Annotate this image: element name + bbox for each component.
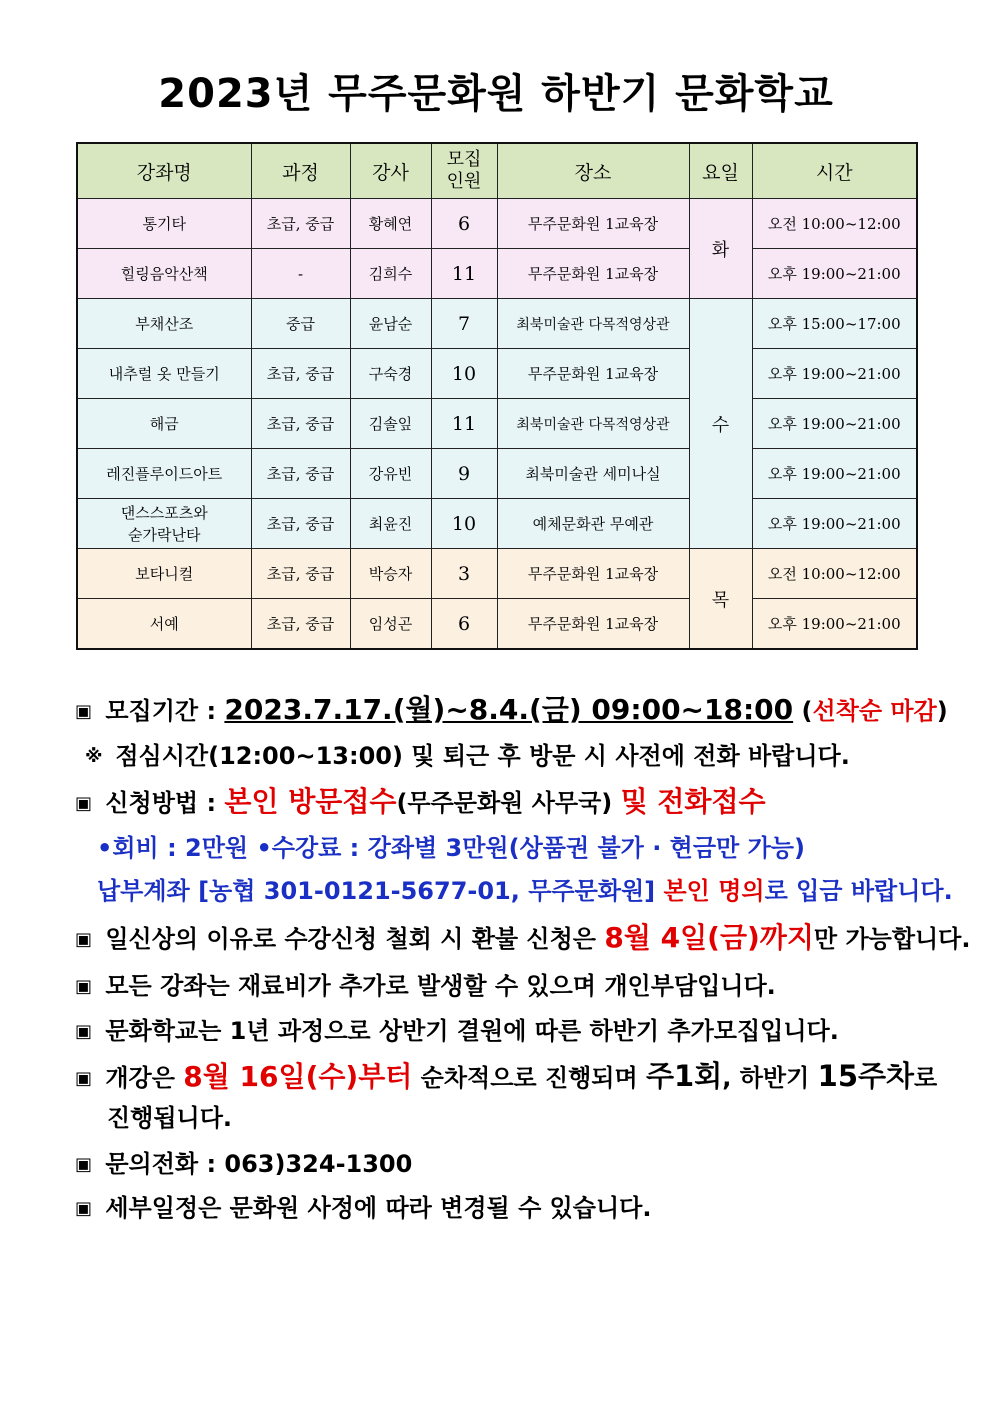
cell-place: 최북미술관 다목적영상관	[497, 299, 689, 349]
cell-course: 부채산조	[77, 299, 251, 349]
square-bullet-icon: ▣	[75, 929, 93, 950]
cell-teacher: 박승자	[350, 549, 431, 599]
notice-apply-method: ▣ 신청방법 : 본인 방문접수(무주문화원 사무국) 및 전화접수	[75, 785, 766, 818]
cell-day-wed: 수	[689, 299, 752, 549]
page-title: 2023년 무주문화원 하반기 문화학교	[158, 71, 834, 117]
notice-fees: •회비 : 2만원 •수강료 : 강좌별 3만원(상품권 불가 · 현금만 가능)	[97, 834, 805, 862]
cell-course: 해금	[77, 399, 251, 449]
square-bullet-icon: ▣	[75, 1068, 93, 1089]
cell-level: 초급, 중급	[251, 449, 350, 499]
cell-teacher: 구숙경	[350, 349, 431, 399]
square-bullet-icon: ▣	[75, 701, 93, 722]
cell-count: 3	[431, 549, 497, 599]
cell-time: 오후 15:00~17:00	[752, 299, 917, 349]
square-bullet-icon: ▣	[75, 1198, 93, 1219]
header-level: 과정	[251, 143, 350, 199]
cell-teacher: 강유빈	[350, 449, 431, 499]
cell-day-thu: 목	[689, 549, 752, 650]
cell-time: 오후 19:00~21:00	[752, 399, 917, 449]
table-row	[77, 399, 917, 449]
cell-count: 10	[431, 499, 497, 549]
cell-teacher: 황혜연	[350, 199, 431, 249]
cell-place: 최북미술관 다목적영상관	[497, 399, 689, 449]
cell-place: 무주문화원 1교육장	[497, 249, 689, 299]
cell-time: 오전 10:00~12:00	[752, 549, 917, 599]
square-bullet-icon: ▣	[75, 793, 93, 814]
notice-recruit-period: ▣ 모집기간 : 2023.7.17.(월)~8.4.(금) 09:00~18:00 (선착순 마감)	[75, 693, 948, 726]
table-row	[77, 249, 917, 299]
cell-count: 9	[431, 449, 497, 499]
cell-time: 오후 19:00~21:00	[752, 249, 917, 299]
table-row	[77, 599, 917, 650]
notice-start-cont: 진행됩니다.	[107, 1104, 233, 1132]
table-row	[77, 199, 917, 249]
cell-time: 오후 19:00~21:00	[752, 599, 917, 650]
square-bullet-icon: ▣	[75, 976, 93, 997]
cell-time: 오전 10:00~12:00	[752, 199, 917, 249]
cell-teacher: 김희수	[350, 249, 431, 299]
header-time: 시간	[752, 143, 917, 199]
square-bullet-icon: ▣	[75, 1021, 93, 1042]
cell-teacher: 최윤진	[350, 499, 431, 549]
cell-course: 댄스스포츠와 숟가락난타	[77, 499, 251, 549]
cell-place: 무주문화원 1교육장	[497, 549, 689, 599]
header-teacher: 강사	[350, 143, 431, 199]
table-row	[77, 549, 917, 599]
cell-place: 최북미술관 세미나실	[497, 449, 689, 499]
cell-place: 예체문화관 무예관	[497, 499, 689, 549]
cell-course: 서예	[77, 599, 251, 650]
table-row	[77, 449, 917, 499]
notice-additional-recruit: ▣ 문화학교는 1년 과정으로 상반기 결원에 따른 하반기 추가모집입니다.	[75, 1017, 839, 1045]
cell-teacher: 임성곤	[350, 599, 431, 650]
notice-phone: ▣ 문의전화 : 063)324-1300	[75, 1150, 413, 1178]
cell-time: 오후 19:00~21:00	[752, 349, 917, 399]
cell-level: 초급, 중급	[251, 549, 350, 599]
cell-count: 11	[431, 399, 497, 449]
cell-course: 내추럴 옷 만들기	[77, 349, 251, 399]
table-header-row	[77, 143, 917, 199]
cell-level: 초급, 중급	[251, 399, 350, 449]
cell-course: 통기타	[77, 199, 251, 249]
table-row	[77, 499, 917, 549]
cell-level: 초급, 중급	[251, 499, 350, 549]
cell-course: 보타니컬	[77, 549, 251, 599]
cell-count: 7	[431, 299, 497, 349]
cell-count: 11	[431, 249, 497, 299]
cell-course: 힐링음악산책	[77, 249, 251, 299]
cell-day-tue: 화	[689, 199, 752, 299]
cell-place: 무주문화원 1교육장	[497, 599, 689, 650]
reference-mark-icon: ※	[85, 746, 103, 767]
schedule-table	[76, 142, 918, 650]
header-place: 장소	[497, 143, 689, 199]
notice-refund: ▣ 일신상의 이유로 수강신청 철회 시 환불 신청은 8월 4일(금)까지만 가능합니다.	[75, 921, 971, 954]
cell-count: 10	[431, 349, 497, 399]
cell-teacher: 윤남순	[350, 299, 431, 349]
cell-place: 무주문화원 1교육장	[497, 349, 689, 399]
notice-account: 납부계좌 [농협 301-0121-5677-01, 무주문화원] 본인 명의로 입금 바랍니다.	[97, 877, 953, 905]
cell-count: 6	[431, 599, 497, 650]
cell-level: 초급, 중급	[251, 199, 350, 249]
header-day: 요일	[689, 143, 752, 199]
notice-lunch: ※ 점심시간(12:00~13:00) 및 퇴근 후 방문 시 사전에 전화 바랍니다.	[85, 742, 850, 770]
cell-place: 무주문화원 1교육장	[497, 199, 689, 249]
table-row	[77, 349, 917, 399]
cell-level: 중급	[251, 299, 350, 349]
square-bullet-icon: ▣	[75, 1154, 93, 1175]
header-recruit: 모집 인원	[431, 143, 497, 199]
cell-level: -	[251, 249, 350, 299]
cell-time: 오후 19:00~21:00	[752, 449, 917, 499]
cell-level: 초급, 중급	[251, 599, 350, 650]
cell-teacher: 김솔잎	[350, 399, 431, 449]
notice-materials: ▣ 모든 강좌는 재료비가 추가로 발생할 수 있으며 개인부담입니다.	[75, 972, 776, 1000]
table-row	[77, 299, 917, 349]
notice-start: ▣ 개강은 8월 16일(수)부터 순차적으로 진행되며 주1회, 하반기 15주차로	[75, 1059, 938, 1093]
cell-course: 레진플루이드아트	[77, 449, 251, 499]
notice-schedule-change: ▣ 세부일정은 문화원 사정에 따라 변경될 수 있습니다.	[75, 1194, 652, 1222]
cell-count: 6	[431, 199, 497, 249]
cell-level: 초급, 중급	[251, 349, 350, 399]
header-course: 강좌명	[77, 143, 251, 199]
cell-time: 오후 19:00~21:00	[752, 499, 917, 549]
